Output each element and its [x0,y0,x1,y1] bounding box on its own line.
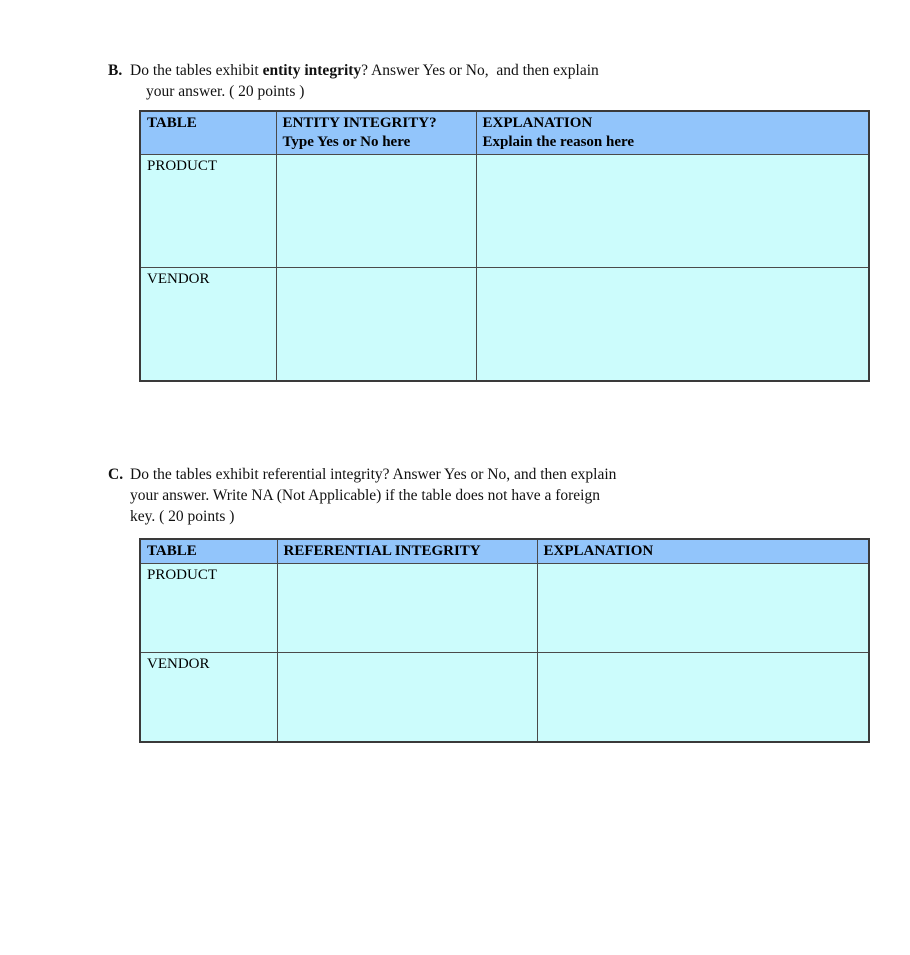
cell-table-name-product: PRODUCT [140,155,276,268]
question-c-letter: C. [108,466,124,483]
question-b-line-1 [130,60,748,81]
header-entity-integrity [276,111,476,155]
table-header-row [140,539,869,564]
cell-explanation-vendor[interactable] [537,653,869,743]
question-b-line-2: your answer. ( 20 points ) [146,83,305,100]
table-row [140,155,869,268]
header-referential-integrity: REFERENTIAL INTEGRITY [277,539,537,564]
header-explanation-hint: Explain the reason here [482,134,635,150]
cell-referential-integrity-answer-vendor[interactable] [277,653,537,743]
table-row [140,564,869,653]
entity-integrity-table [139,110,870,382]
cell-entity-integrity-answer-vendor[interactable] [276,268,476,382]
question-b [108,60,748,102]
question-b-line-1-post: ? Answer Yes or No, and then explain [361,62,599,79]
question-b-line-1-pre: Do the tables exhibit [130,62,263,79]
cell-referential-integrity-answer-product[interactable] [277,564,537,653]
question-b-letter: B. [108,62,123,79]
header-table: TABLE [140,539,277,564]
cell-explanation-product[interactable] [476,155,869,268]
referential-integrity-table [139,538,870,743]
table-header-row [140,111,869,155]
header-explanation [476,111,869,155]
cell-table-name-vendor: VENDOR [140,268,276,382]
header-entity-integrity-hint: Type Yes or No here [282,134,411,150]
question-c-line-1: Do the tables exhibit referential integrity? Answer Yes or No, and then explain [130,466,617,483]
cell-table-name-vendor: VENDOR [140,653,277,743]
cell-entity-integrity-answer-product[interactable] [276,155,476,268]
table-row [140,653,869,743]
header-table [140,111,276,155]
question-c [108,464,748,527]
header-explanation: EXPLANATION [537,539,869,564]
question-b-emphasis: entity integrity [262,62,362,79]
cell-explanation-product[interactable] [537,564,869,653]
question-c-line-3: key. ( 20 points ) [130,508,235,525]
header-table-label: TABLE [147,115,197,131]
cell-explanation-vendor[interactable] [476,268,869,382]
cell-table-name-product: PRODUCT [140,564,277,653]
question-c-line-2: your answer. Write NA (Not Applicable) if the table does not have a foreign [130,487,600,504]
question-c-text [130,464,748,527]
header-entity-integrity-label: ENTITY INTEGRITY? [282,115,437,131]
header-explanation-label: EXPLANATION [482,115,593,131]
question-b-text [130,60,748,102]
table-row [140,268,869,382]
